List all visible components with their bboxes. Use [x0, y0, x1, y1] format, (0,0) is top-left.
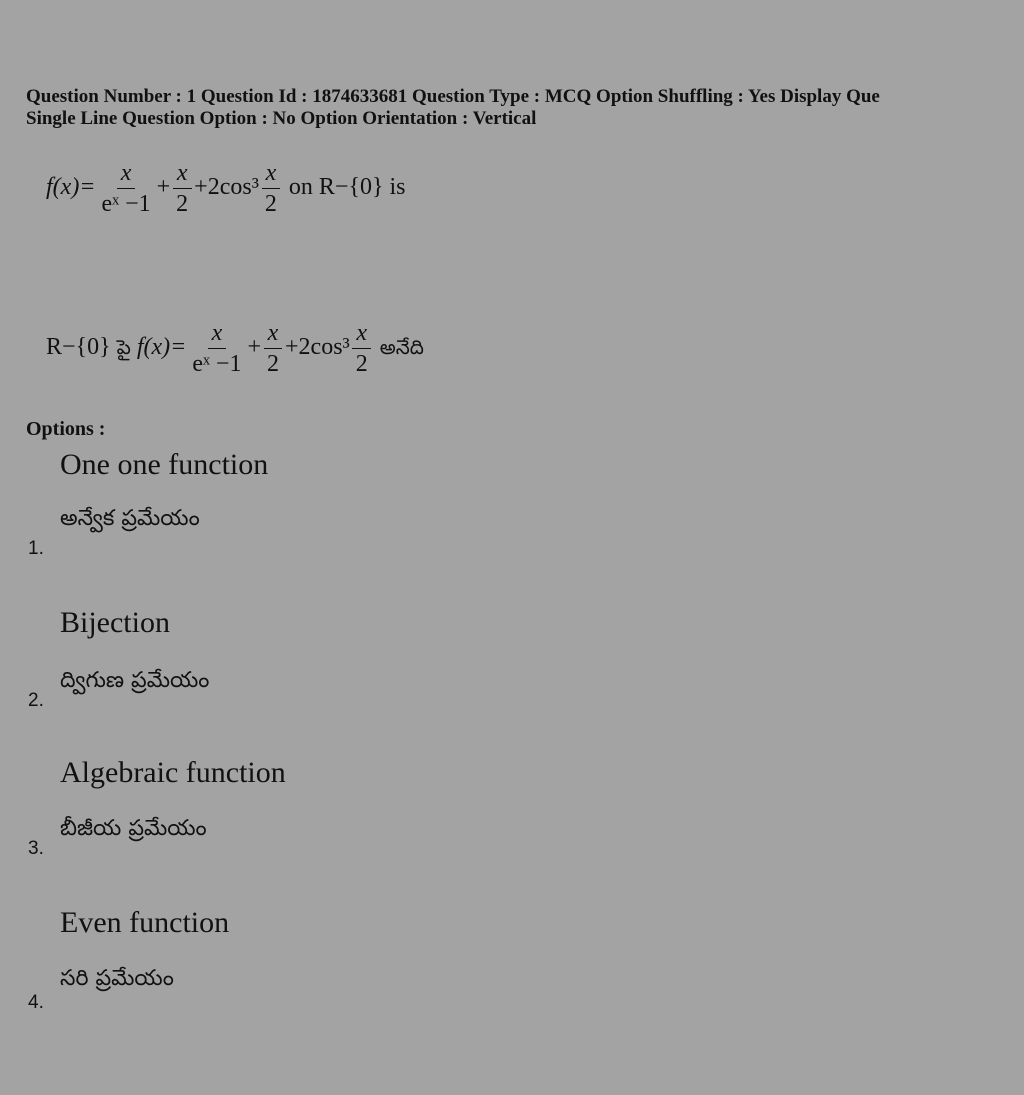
option-text-en[interactable]: Even function: [60, 906, 230, 939]
plus-sign: +: [247, 334, 261, 361]
eq-tail: అనేది: [379, 335, 424, 360]
option-number: 1.: [28, 538, 44, 559]
option-text-en[interactable]: One one function: [60, 448, 269, 481]
option-text-te[interactable]: సరి ప్రమేయం: [60, 966, 174, 991]
fraction-numerator: x: [117, 158, 136, 189]
fraction-denominator: 2: [176, 191, 189, 217]
eq-tail: on R−{0} is: [288, 174, 406, 201]
fraction-numerator: x: [352, 318, 371, 349]
fraction-3: [261, 158, 281, 219]
cos-term: +2cos³: [194, 174, 259, 201]
meta-line-1: Question Number : 1 Question Id : 1874633681 Question Type : MCQ Option Shuffling : Yes Display Que: [26, 86, 880, 107]
fraction-numerator: x: [208, 318, 227, 349]
eq-pai: పై: [116, 335, 131, 360]
fraction-denominator: eˣ −1: [192, 351, 242, 377]
fraction-denominator: 2: [267, 351, 279, 377]
fraction-denominator: 2: [264, 191, 277, 217]
option-text-en[interactable]: Algebraic function: [60, 756, 286, 789]
option-number: 4.: [28, 992, 44, 1013]
eq-lhs: f(x)=: [46, 174, 96, 201]
question-meta: [26, 86, 1024, 130]
option-number: 3.: [28, 838, 44, 859]
fraction-2: [263, 318, 283, 379]
option-text-en[interactable]: Bijection: [60, 606, 170, 639]
fraction-numerator: x: [173, 158, 192, 189]
option-text-te[interactable]: బీజీయ ప్రమేయం: [60, 816, 207, 841]
question-equation-te: [46, 318, 424, 379]
meta-line-2: Single Line Question Option : No Option Orientation : Vertical: [26, 108, 537, 129]
option-number: 2.: [28, 690, 44, 711]
fraction-denominator: 2: [355, 351, 368, 377]
eq-lhs: f(x)=: [136, 334, 187, 361]
options-label: Options :: [26, 418, 106, 440]
eq-domain: R−{0}: [46, 334, 111, 361]
plus-sign: +: [156, 174, 171, 201]
option-text-te[interactable]: అన్వేక ప్రమేయం: [60, 506, 200, 531]
cos-term: +2cos³: [285, 334, 350, 361]
fraction-3: [352, 318, 372, 379]
fraction-numerator: x: [264, 318, 283, 349]
fraction-2: [172, 158, 192, 219]
fraction-1: [188, 318, 245, 379]
fraction-denominator: eˣ −1: [101, 191, 151, 217]
fraction-numerator: x: [262, 158, 281, 189]
option-text-te[interactable]: ద్విగుణ ప్రమేయం: [60, 668, 210, 693]
question-equation-en: [46, 158, 406, 219]
fraction-1: [98, 158, 155, 219]
